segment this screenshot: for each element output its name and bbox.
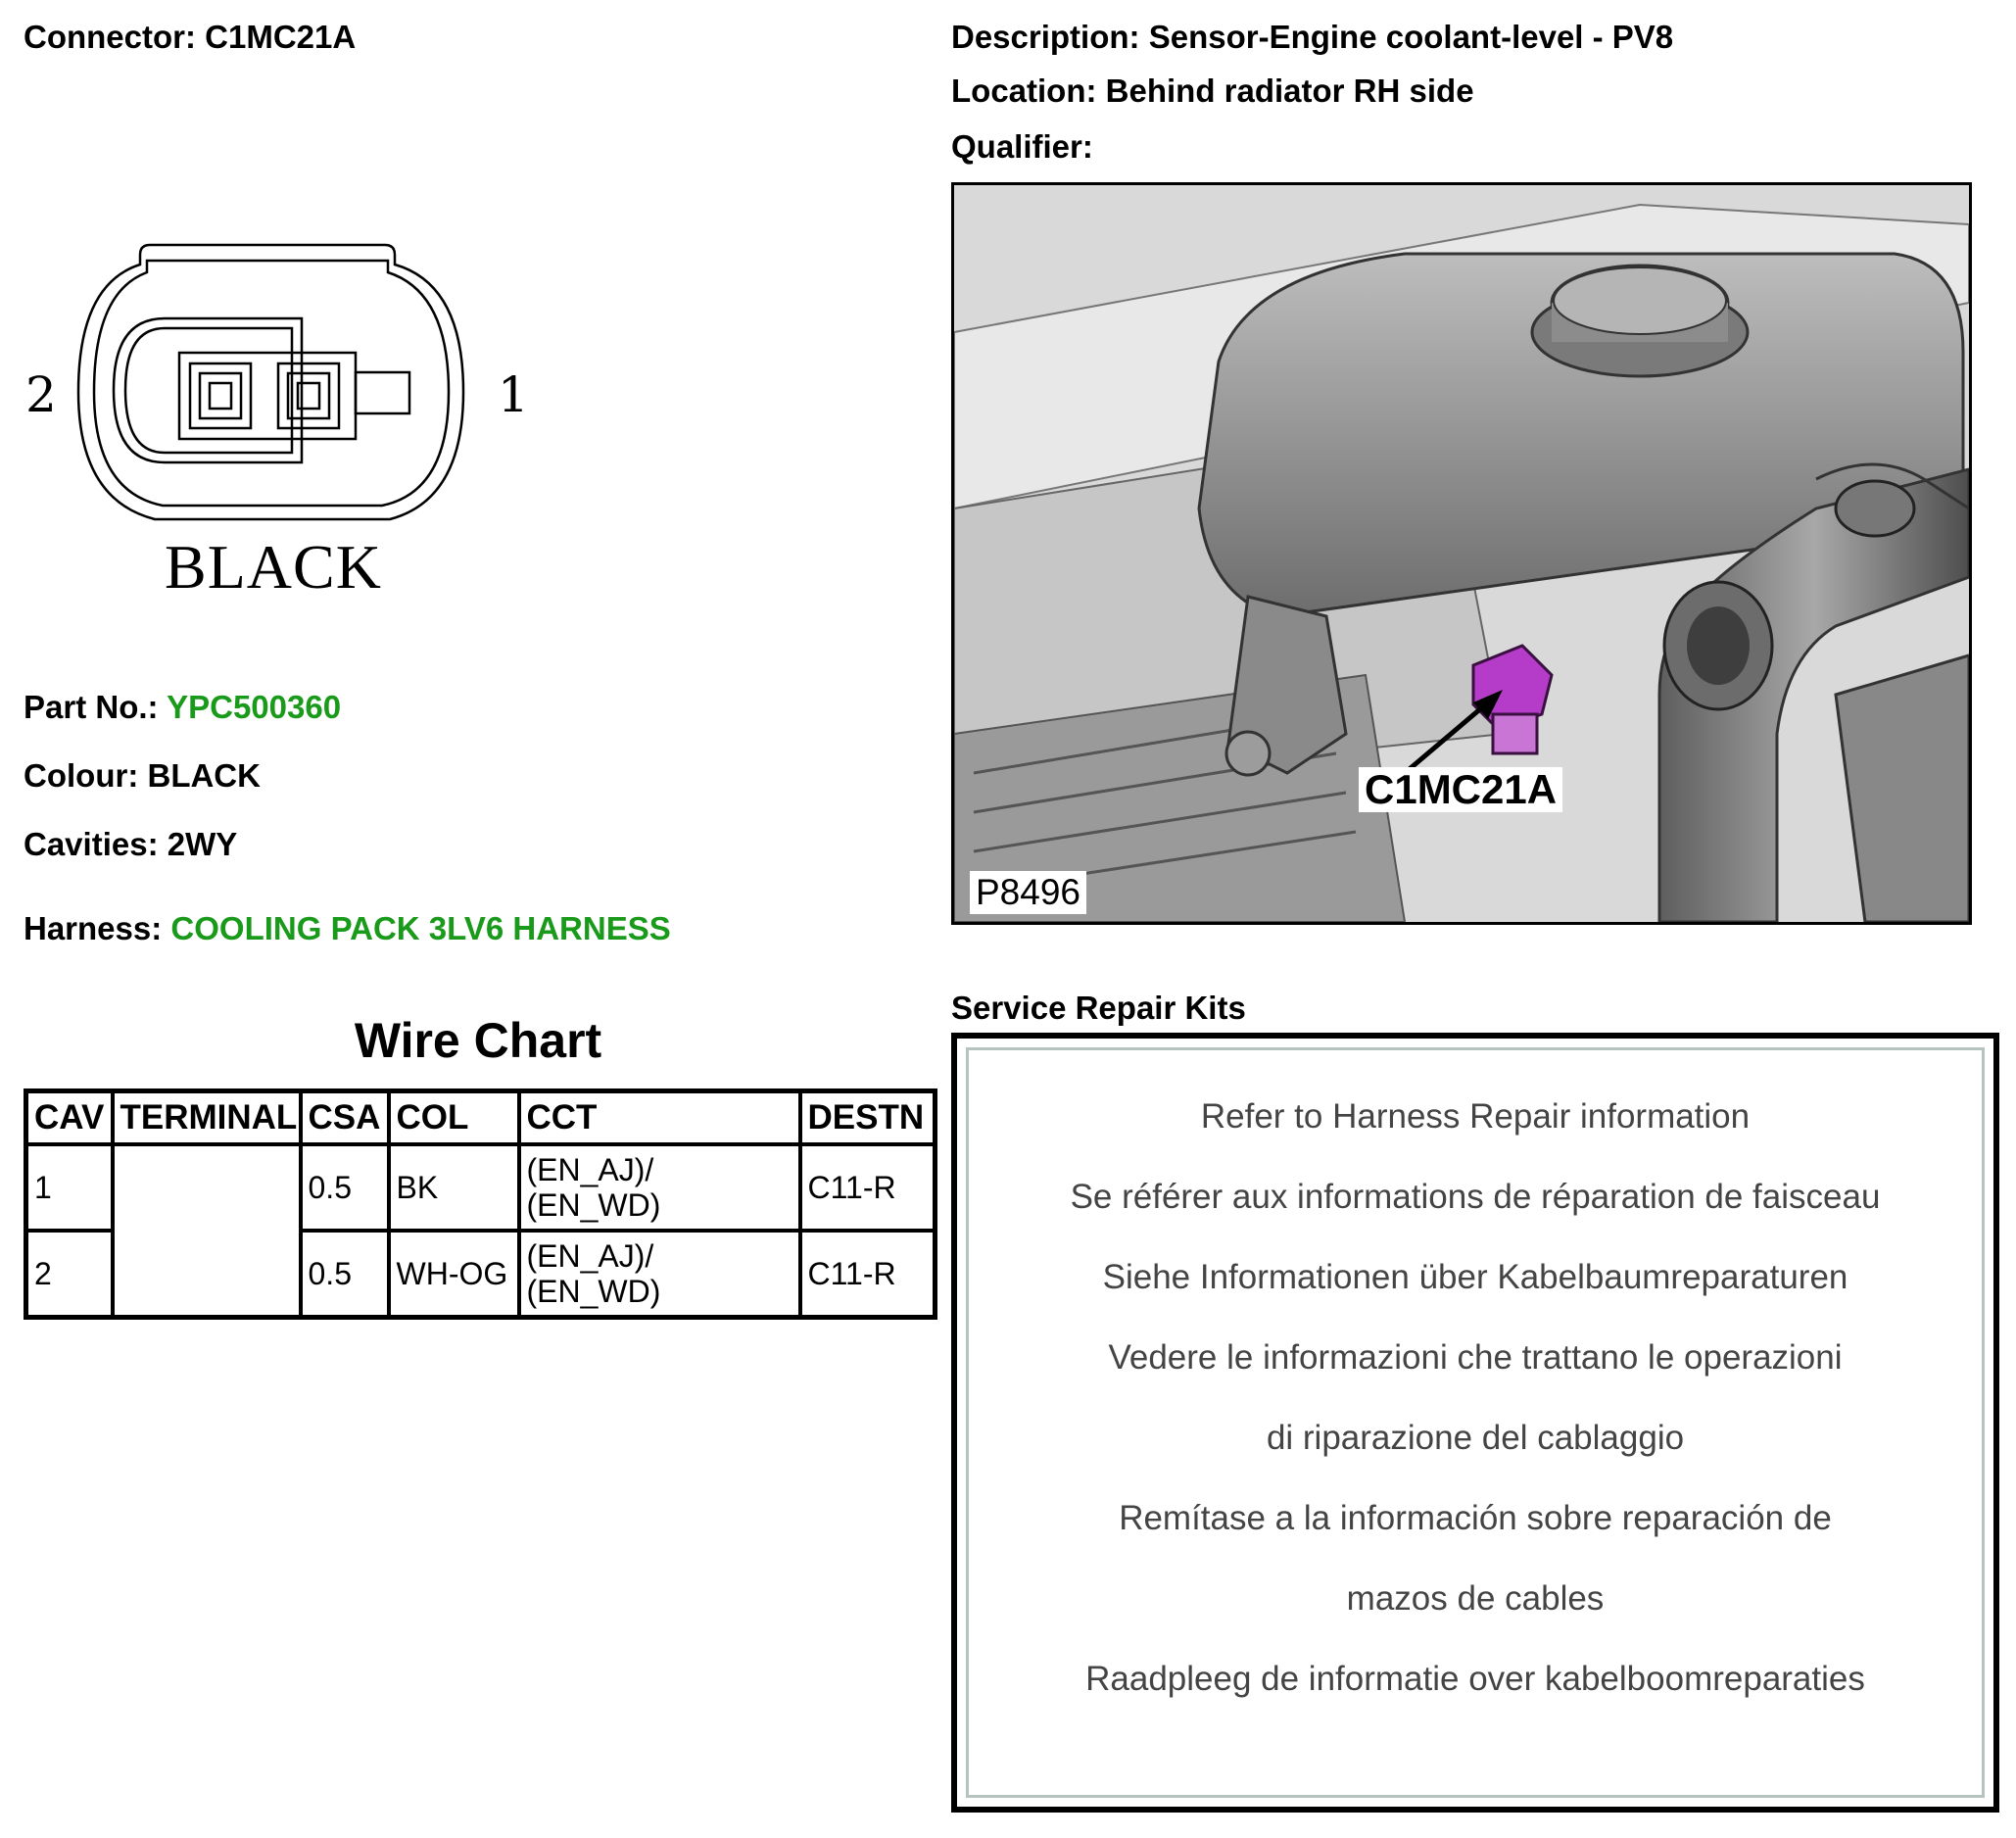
harness-row [24,909,671,948]
column-header-cav: CAV [26,1091,113,1145]
kit-line-fr: Se référer aux informations de réparation de faisceau [1070,1178,1881,1216]
colour-value: BLACK [147,757,261,794]
kit-line-de: Siehe Informationen über Kabelbaumreparaturen [1102,1258,1848,1296]
connector-heading [24,18,356,57]
cavities-value: 2WY [167,826,238,862]
photo-reference-number: P8496 [970,871,1086,914]
cell-cct: (EN_AJ)/ (EN_WD) [519,1144,800,1231]
description-value: Sensor-Engine coolant-level - PV8 [1148,19,1674,55]
cell-destn: C11-R [800,1231,936,1318]
cell-csa: 0.5 [301,1144,389,1231]
part-number-row [24,688,341,727]
colour-row [24,756,261,796]
qualifier-heading [951,127,1093,167]
wire-chart-header-row [26,1091,936,1145]
part-number-label: Part No.: [24,689,159,725]
harness-label: Harness: [24,910,163,946]
harness-link[interactable]: COOLING PACK 3LV6 HARNESS [170,910,671,946]
location-heading [951,72,1474,111]
part-number-link[interactable]: YPC500360 [167,689,342,725]
cell-terminal [113,1144,301,1318]
connector-face-diagram [18,235,527,607]
wire-chart-title: Wire Chart [354,1013,602,1068]
connector-value: C1MC21A [205,19,357,55]
cell-cav: 1 [26,1144,113,1231]
cavities-label: Cavities: [24,826,159,862]
cell-cav: 2 [26,1231,113,1318]
cell-col: WH-OG [389,1231,519,1318]
kit-line-it-1: Vedere le informazioni che trattano le operazioni [1108,1338,1843,1377]
kit-line-nl: Raadpleeg de informatie over kabelboomreparaties [1085,1660,1865,1698]
kit-line-en: Refer to Harness Repair information [1200,1097,1751,1136]
kit-line-es-1: Remítase a la información sobre reparación de [1119,1499,1832,1537]
cell-cct: (EN_AJ)/ (EN_WD) [519,1231,800,1318]
cell-csa: 0.5 [301,1231,389,1318]
service-repair-kits-heading: Service Repair Kits [951,990,1246,1026]
connector-label: Connector: [24,19,196,55]
cell-col: BK [389,1144,519,1231]
cell-destn: C11-R [800,1144,936,1231]
colour-label: Colour: [24,757,139,794]
kit-line-it-2: di riparazione del cablaggio [1266,1419,1685,1457]
connector-colour-caption: BLACK [165,532,382,602]
service-repair-kits-inner-frame [966,1047,1985,1798]
photo-callout-label: C1MC21A [1359,767,1562,812]
column-header-csa: CSA [301,1091,389,1145]
table-row [26,1144,936,1231]
wire-chart-table [24,1088,937,1320]
location-label: Location: [951,73,1097,109]
pin-number-1: 1 [498,366,529,423]
column-header-terminal: TERMINAL [113,1091,301,1145]
kit-line-es-2: mazos de cables [1346,1579,1605,1618]
description-heading [951,18,1673,57]
description-label: Description: [951,19,1140,55]
column-header-cct: CCT [519,1091,800,1145]
column-header-destn: DESTN [800,1091,936,1145]
service-repair-kits-box [951,1033,1999,1813]
qualifier-label: Qualifier: [951,128,1093,165]
pin-number-2: 2 [25,366,57,423]
cavities-row [24,825,237,864]
location-value: Behind radiator RH side [1105,73,1474,109]
column-header-col: COL [389,1091,519,1145]
connector-location-photo [951,182,1972,925]
